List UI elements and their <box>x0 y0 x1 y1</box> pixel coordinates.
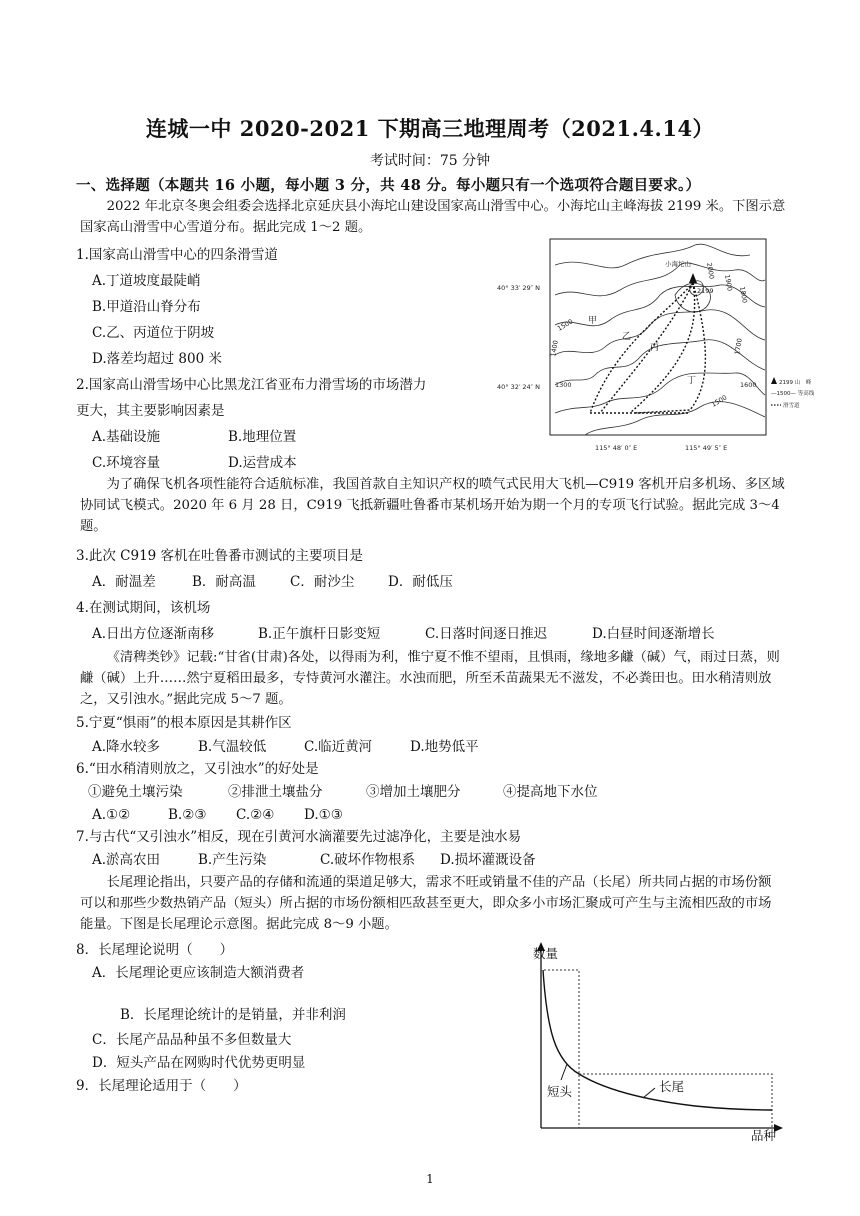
q6-item-3: ③增加土壤肥分 <box>366 784 461 800</box>
q7-option-a: A.淤高农田 <box>92 852 161 868</box>
q6-option-c: C.②④ <box>236 807 275 823</box>
contour-label: 1500 <box>710 393 729 409</box>
q1-option-d: D.落差均超过 800 米 <box>92 351 222 367</box>
q6-option-a: A.①② <box>92 807 131 823</box>
lat-top: 40° 33′ 29″ N <box>497 284 541 292</box>
q5-option-a: A.降水较多 <box>92 739 161 755</box>
q2-option-c: C.环境容量 <box>92 455 161 471</box>
trail-label-yi: 乙 <box>622 332 632 342</box>
lon-left: 115° 48′ 0″ E <box>595 444 638 452</box>
demand-curve <box>543 970 772 1110</box>
trail-label-jia: 甲 <box>588 316 598 326</box>
q4-option-d: D.白昼时间逐渐增长 <box>592 626 715 642</box>
q2-option-b: B.地理位置 <box>228 429 297 445</box>
q8-option-c: C．长尾产品品种虽不多但数量大 <box>92 1032 292 1048</box>
q9-stem: 9．长尾理论适用于（ ） <box>76 1078 247 1094</box>
q1-option-c: C.乙、丙道位于阴坡 <box>92 325 215 341</box>
short-head-box <box>544 970 579 1128</box>
legend-peak-icon <box>771 377 777 384</box>
q2-stem-line1: 2.国家高山滑雪场中心比黑龙江省亚布力滑雪场的市场潜力 <box>76 377 427 393</box>
q3-option-c: C．耐沙尘 <box>290 574 355 590</box>
q1-option-b: B.甲道沿山脊分布 <box>92 299 201 315</box>
long-tail-label: 长尾 <box>659 1079 685 1094</box>
exam-time: 考试时间：75 分钟 <box>369 153 491 169</box>
peak-elevation: 2199 <box>697 287 714 295</box>
short-head-pointer <box>561 1064 567 1080</box>
peak-icon <box>689 273 697 283</box>
q3-option-b: B．耐高温 <box>192 574 256 590</box>
material-1: 2022 年北京冬奥会组委会选择北京延庆县小海坨山建设国家高山滑雪中心。小海坨山主峰海拔 2199 米。下图示意国家高山滑雪中心雪道分布。据此完成 1～2 题。 <box>80 199 786 235</box>
q8-option-a: A．长尾理论更应该制造大额消费者 <box>92 965 305 981</box>
q1-option-a: A.丁道坡度最陡峭 <box>92 273 201 289</box>
q7-option-d: D.损坏灌溉设备 <box>440 852 536 868</box>
q6-option-b: B.②③ <box>168 807 207 823</box>
q4-option-c: C.日落时间逐日推迟 <box>425 626 548 642</box>
q3-option-a: A．耐温差 <box>92 574 156 590</box>
contour-label: 1900 <box>723 273 734 292</box>
legend-contour: —1500— 等高线 <box>771 391 815 397</box>
trail-label-bing: 丙 <box>650 343 660 353</box>
q7-stem: 7.与古代“又引浊水”相反，现在引黄河水滴灌要先过滤净化，主要是浊水易 <box>76 829 522 845</box>
q5-stem: 5.宁夏“惧雨”的根本原因是其耕作区 <box>76 715 292 731</box>
long-tail-pointer <box>643 1088 655 1098</box>
trail-label-ding: 丁 <box>687 376 697 386</box>
contour-label: 1700 <box>733 337 744 356</box>
ski-trail-map <box>495 235 815 455</box>
lon-right: 115° 49′ 5″ E <box>685 444 728 452</box>
q8-stem: 8．长尾理论说明（ ） <box>76 942 234 958</box>
q3-option-d: D．耐低压 <box>388 574 453 590</box>
q8-option-d: D．短头产品在网购时代优势更明显 <box>92 1055 306 1071</box>
q6-stem: 6.“田水稍清则放之，又引浊水”的好处是 <box>76 761 319 777</box>
contour-label: 1800 <box>738 285 749 304</box>
q4-option-b: B.正午旗杆日影变短 <box>258 626 381 642</box>
long-tail-chart <box>525 940 785 1143</box>
short-head-label: 短头 <box>547 1084 573 1099</box>
legend-trail: 滑雪道 <box>783 403 800 409</box>
q2-option-a: A.基础设施 <box>92 429 161 445</box>
q4-stem: 4.在测试期间，该机场 <box>76 600 211 616</box>
q2-option-d: D.运营成本 <box>228 455 297 471</box>
y-axis-label: 数量 <box>533 946 559 961</box>
q4-option-a: A.日出方位逐渐南移 <box>92 626 215 642</box>
material-3: 《清稗类钞》记载:“甘省(甘肃)各处，以得雨为利，惟宁夏不惟不望雨，且惧雨，缘地多鹻（碱）气，雨过日蒸，则鹻（碱）上升……然宁夏稻田最多，专恃黄河水灌注。水浊而肥，所至禾苗蔬果无不滋发，不必粪田也。田水稍清则放之，又引浊水。”据此完成 5～7 题。 <box>80 650 780 707</box>
q7-option-c: C.破坏作物根系 <box>320 852 416 868</box>
contour-label: 1400 <box>549 339 560 358</box>
q6-item-1: ①避免土壤污染 <box>88 784 183 800</box>
contour-label: 1500 <box>556 317 575 333</box>
q8-option-b: B．长尾理论统计的是销量，并非利润 <box>120 1007 346 1023</box>
x-axis-label: 品种 <box>751 1128 777 1143</box>
peak-name: 小海坨山 <box>665 260 691 268</box>
contour-label: 2000 <box>705 261 716 280</box>
map-frame <box>550 239 766 435</box>
q5-option-c: C.临近黄河 <box>304 739 373 755</box>
q5-option-d: D.地势低平 <box>410 739 479 755</box>
q1-stem: 1.国家高山滑雪中心的四条滑雪道 <box>76 247 278 263</box>
contour-lines <box>555 244 765 435</box>
page-title: 连城一中 2020-2021 下期高三地理周考（2021.4.14） <box>145 116 715 141</box>
q2-stem-line2: 更大，其主要影响因素是 <box>76 403 225 419</box>
q6-item-4: ④提高地下水位 <box>503 784 598 800</box>
legend-peak: 2199 山 峰 <box>779 380 812 386</box>
q6-item-2: ②排泄土壤盐分 <box>228 784 323 800</box>
material-4: 长尾理论指出，只要产品的存储和流通的渠道足够大，需求不旺或销量不佳的产品（长尾）所共同占据的市场份额可以和那些少数热销产品（短头）所占据的市场份额相匹敌甚至更大，即众多小市场汇聚成可产生与主流相匹敌的市场能量。下图是长尾理论示意图。据此完成 8～9 小题。 <box>80 875 772 932</box>
page-number: 1 <box>426 1172 434 1186</box>
contour-label: 1600 <box>740 381 757 389</box>
q6-option-d: D.①③ <box>304 807 343 823</box>
ski-trails <box>590 283 705 413</box>
section-heading: 一、选择题（本题共 16 小题，每小题 3 分，共 48 分。每小题只有一个选项符合题目要求。） <box>76 177 701 194</box>
q3-stem: 3.此次 C919 客机在吐鲁番市测试的主要项目是 <box>76 548 364 564</box>
material-2: 为了确保飞机各项性能符合适航标准，我国首款自主知识产权的喷气式民用大飞机—C919 客机开启多机场、多区域协同试飞模式。2020 年 6 月 28 日，C919 飞抵新疆吐鲁番市某机场开始为期一个月的专项飞行试验。据此完成 3～4 题。 <box>80 477 785 534</box>
q5-option-b: B.气温较低 <box>198 739 267 755</box>
contour-label: 1300 <box>555 381 572 389</box>
q7-option-b: B.产生污染 <box>198 852 267 868</box>
lat-bottom: 40° 32′ 24″ N <box>497 383 541 391</box>
